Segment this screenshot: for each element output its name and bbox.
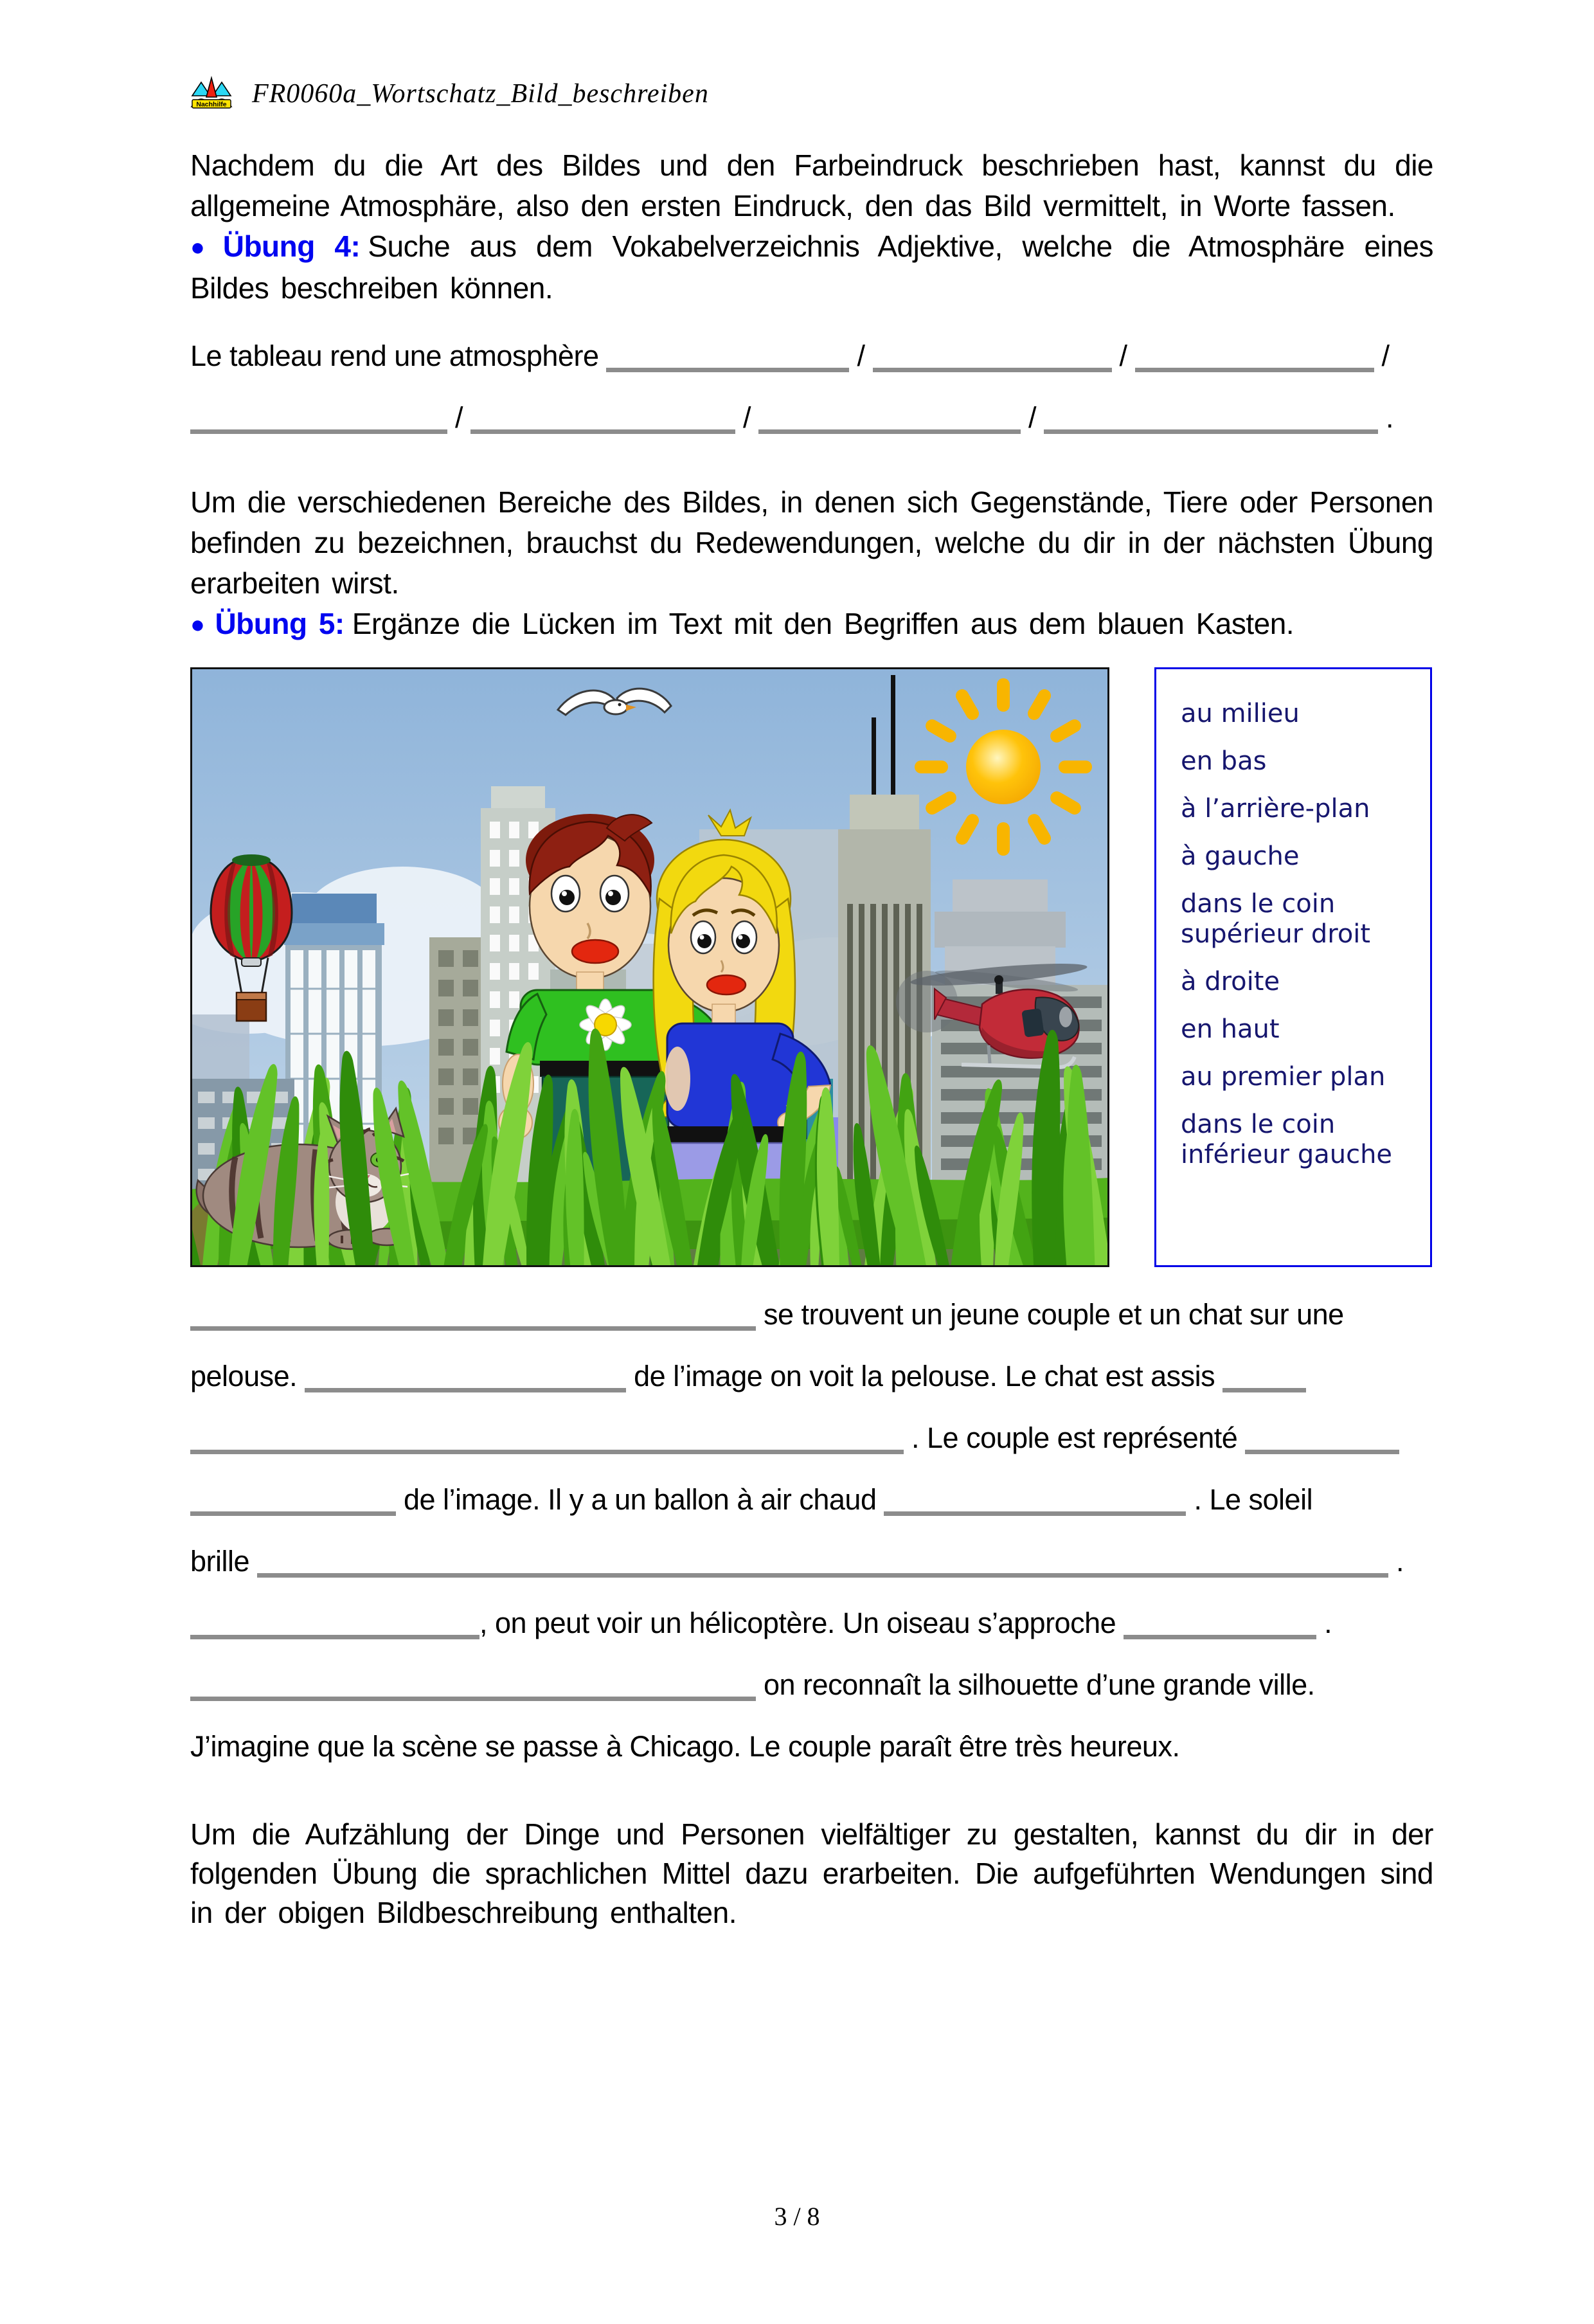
fill-text: . xyxy=(1388,1545,1404,1578)
fill-text: brille xyxy=(190,1545,258,1578)
fill-text: . xyxy=(1378,401,1394,434)
exercise5-instruction xyxy=(190,604,1433,645)
position-term: à l’arrière-plan xyxy=(1181,794,1370,824)
blank-line[interactable] xyxy=(1124,1608,1316,1639)
fill-line xyxy=(190,1284,1433,1346)
daisy xyxy=(580,999,631,1050)
position-terms-box xyxy=(1154,667,1432,1267)
page-number: 3 / 8 xyxy=(774,2202,820,2231)
position-term: dans le coin inférieur gauche xyxy=(1181,1110,1393,1169)
atmosphere-fill-exercise xyxy=(190,325,1433,449)
position-term: à droite xyxy=(1181,967,1280,996)
fill-line xyxy=(190,387,1433,449)
fill-line xyxy=(190,1531,1433,1592)
fill-text: / xyxy=(735,401,759,434)
worksheet-page xyxy=(0,69,1594,2324)
exercise5-label: Übung 5: xyxy=(215,607,345,640)
fill-text: , on peut voir un hélicoptère. Un oiseau s’approche xyxy=(479,1607,1124,1639)
blank-line[interactable] xyxy=(873,341,1112,372)
intro-paragraph: Nachdem du die Art des Bildes und den Farbeindruck beschrieben hast, kannst du die allgemeine Atmosphäre, also den ersten Eindruck, den das Bild vermittelt, in Worte fassen. xyxy=(190,149,1433,222)
nachhilfe-logo-icon xyxy=(190,76,233,111)
fill-text: pelouse. xyxy=(190,1360,305,1392)
blank-line[interactable] xyxy=(1222,1361,1306,1392)
blank-line[interactable] xyxy=(190,1608,479,1639)
fill-text: se trouvent un jeune couple et un chat sur une xyxy=(756,1298,1344,1331)
fill-text: on reconnaît la silhouette d’une grande ville. xyxy=(756,1668,1315,1701)
fill-text: / xyxy=(1374,339,1390,372)
scene-illustration xyxy=(190,667,1109,1267)
blank-line[interactable] xyxy=(305,1361,626,1392)
svg-text:Nachhilfe: Nachhilfe xyxy=(196,100,227,109)
fill-text-exercise xyxy=(190,1284,1433,1778)
blank-line[interactable] xyxy=(190,1484,396,1516)
position-term: dans le coin supérieur droit xyxy=(1181,889,1371,949)
exercise5-text: Ergänze die Lücken im Text mit den Begriffen aus dem blauen Kasten. xyxy=(352,607,1294,640)
fill-line xyxy=(190,1469,1433,1531)
figure-row xyxy=(190,667,1594,1267)
blank-line[interactable] xyxy=(190,1423,904,1454)
middle-paragraph: Um die verschiedenen Bereiche des Bildes, in denen sich Gegenstände, Tiere oder Personen befinden zu bezeichnen, brauchst du Redewendungen, welche du dir in der nächsten Übung erarbeiten wirst. xyxy=(190,485,1433,600)
fill-text: / xyxy=(447,401,471,434)
document-title: FR0060a_Wortschatz_Bild_beschreiben xyxy=(252,79,709,109)
blank-line[interactable] xyxy=(1245,1423,1399,1454)
exercise4-label: Übung 4: xyxy=(222,230,361,263)
fill-text: / xyxy=(849,339,873,372)
blank-line[interactable] xyxy=(190,1670,756,1701)
position-term: en haut xyxy=(1181,1014,1280,1044)
exercise4-instruction xyxy=(190,226,1433,309)
blank-line[interactable] xyxy=(470,402,735,434)
exercise4-text: Suche aus dem Vokabelverzeichnis Adjektive, welche die Atmosphäre eines Bildes beschreiben können. xyxy=(190,230,1434,305)
blank-line[interactable] xyxy=(1135,341,1374,372)
blank-line[interactable] xyxy=(606,341,849,372)
page-header xyxy=(190,69,1594,111)
fill-text: . Le couple est représenté xyxy=(904,1421,1246,1454)
fill-line xyxy=(190,1654,1433,1716)
position-term: au milieu xyxy=(1181,699,1300,728)
blank-line[interactable] xyxy=(190,402,447,434)
fill-text: de l’image on voit la pelouse. Le chat est assis xyxy=(626,1360,1223,1392)
fill-text: J’imagine que la scène se passe à Chicago. Le couple paraît être très heureux. xyxy=(190,1730,1180,1763)
blank-line[interactable] xyxy=(190,1299,756,1331)
fill-text: . Le soleil xyxy=(1186,1483,1313,1516)
fill-line xyxy=(190,1716,1433,1778)
blank-line[interactable] xyxy=(884,1484,1186,1516)
fill-text: . xyxy=(1316,1607,1332,1639)
fill-text: Le tableau rend une atmosphère xyxy=(190,339,607,372)
fill-line xyxy=(190,1407,1433,1469)
bullet-icon: ● xyxy=(190,234,213,261)
position-term: en bas xyxy=(1181,746,1267,776)
fill-text: de l’image. Il y a un ballon à air chaud xyxy=(396,1483,884,1516)
blank-line[interactable] xyxy=(1044,402,1378,434)
fill-line xyxy=(190,325,1433,387)
bullet-icon: ● xyxy=(190,611,205,638)
closing-paragraph: Um die Aufzählung der Dinge und Personen vielfältiger zu gestalten, kannst du dir in der folgenden Übung die sprachlichen Mittel dazu erarbeiten. Die aufgeführten Wendungen sind in der obigen Bildbeschreibung enthalten. xyxy=(190,1817,1433,1929)
fill-text: / xyxy=(1111,339,1135,372)
fill-line xyxy=(190,1592,1433,1654)
blank-line[interactable] xyxy=(257,1546,1388,1578)
fill-line xyxy=(190,1346,1433,1407)
blank-line[interactable] xyxy=(758,402,1021,434)
position-term: à gauche xyxy=(1181,842,1300,871)
position-term: au premier plan xyxy=(1181,1062,1386,1092)
fill-text: / xyxy=(1021,401,1044,434)
